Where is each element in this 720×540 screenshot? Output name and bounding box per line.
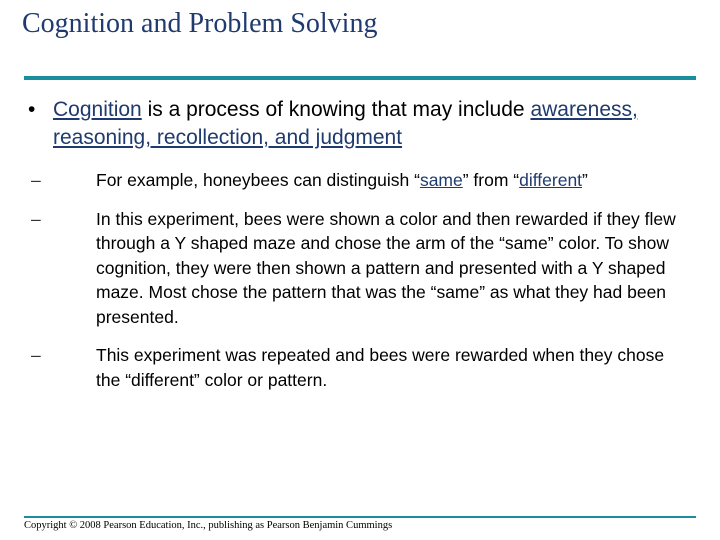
same-link[interactable]: same [419, 170, 463, 190]
definition-link[interactable]: awareness, reasoning, recollection, and judgment [53, 98, 638, 149]
title-divider [24, 76, 696, 80]
subpoint-3 [31, 343, 698, 392]
footer-divider [24, 516, 696, 518]
subpoint-dash: – [31, 170, 41, 190]
main-bullet [28, 96, 698, 152]
subpoint-3-text: This experiment was repeated and bees were rewarded when they chose the “different” color or pattern. [96, 345, 665, 390]
copyright-notice: Copyright © 2008 Pearson Education, Inc., publishing as Pearson Benjamin Cummings [24, 520, 393, 531]
subpoint-1 [31, 168, 698, 193]
p1-suffix: ” [582, 170, 588, 190]
cognition-term-link[interactable]: Cognition [53, 98, 142, 121]
main-bullet-text [53, 96, 698, 152]
bullet-marker: • [28, 98, 36, 121]
different-link[interactable]: different [519, 170, 583, 190]
subpoint-dash: – [31, 208, 41, 229]
slide-content [28, 96, 698, 392]
subpoint-2 [31, 207, 698, 330]
subpoint-2-text: In this experiment, bees were shown a color and then rewarded if they flew through a Y shaped maze and chose the arm of the “same” color. To show cognition, they were then shown a pattern and presented with a Y shaped maze. Most chose the pattern that was the “same” as what they had been presented. [96, 208, 676, 327]
p1-mid: ” from “ [462, 170, 520, 190]
bullet-middle-text: is a process of knowing that may include [141, 98, 531, 121]
p1-prefix: For example, honeybees can distinguish “ [96, 170, 420, 190]
subpoint-dash: – [31, 345, 41, 365]
subpoint-1-text [96, 168, 686, 193]
page-title: Cognition and Problem Solving [22, 8, 378, 39]
